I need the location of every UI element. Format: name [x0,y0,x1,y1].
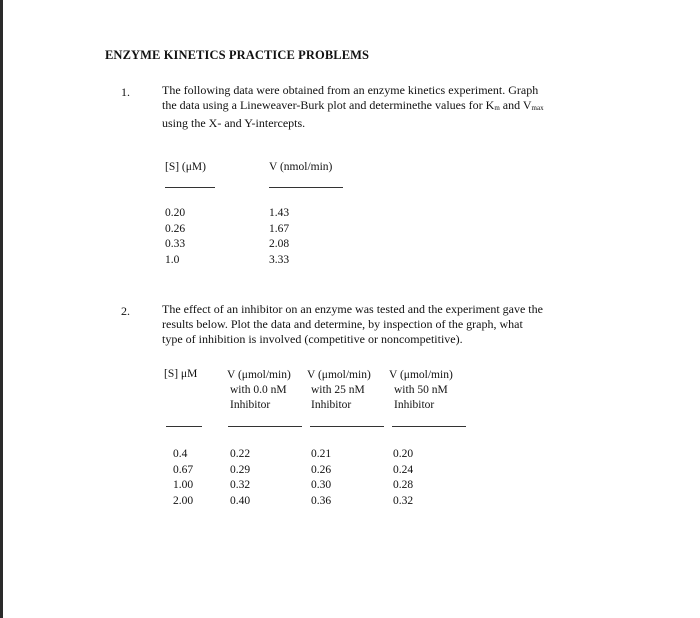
p2-v0-value: 0.40 [230,494,251,507]
p1-s-value: 0.26 [165,222,186,235]
problem-1-line-2 [162,98,612,116]
p1-substrate-column [165,206,185,268]
p2-s-value: 0.67 [173,463,194,476]
p1-v-value: 3.33 [269,253,290,266]
p2-v50-value: 0.20 [393,448,414,460]
p2-v50-value: 0.24 [393,463,414,476]
p2-underline-v50 [392,426,466,427]
p1-underline-velocity [269,187,343,188]
p1-s-value: 0.33 [165,238,186,250]
p2-s-value: 2.00 [173,494,194,507]
p2-v0-value: 0.32 [230,479,251,491]
p2-underline-v0 [228,426,302,427]
p2-header-line: V (μmol/min) [307,369,371,381]
p2-header-no-inhibitor [227,368,291,413]
p2-s-value: 1.00 [173,479,194,491]
p2-v0-column [230,447,250,509]
problem-2-number: 2. [121,304,130,318]
problem-2-line-3: type of inhibition is involved (competitive or noncompetitive). [162,332,463,346]
p2-header-line: with 25 nM [311,384,365,396]
p2-header-25nm-inhibitor [307,368,371,413]
p1-s-value: 1.0 [165,253,180,266]
p1-v-value: 1.43 [269,207,290,219]
p2-v0-value: 0.22 [230,448,251,460]
problem-1-line-1: The following data were obtained from an enzyme kinetics experiment. Graph [162,83,539,97]
p2-v25-value: 0.21 [311,448,332,460]
p2-substrate-column [173,447,193,509]
document-title: ENZYME KINETICS PRACTICE PROBLEMS [105,48,370,62]
page-left-edge [0,0,3,618]
p2-header-line: with 0.0 nM [230,384,287,396]
problem-1-text [162,83,612,131]
p2-v50-column [393,447,413,509]
problem-2-text [162,302,612,347]
p2-header-substrate: [S] μM [164,368,198,380]
p2-header-50nm-inhibitor [389,368,453,413]
p1-velocity-column [269,206,289,268]
p1-v-value: 2.08 [269,238,290,250]
p2-v50-value: 0.28 [393,479,414,491]
p2-v25-value: 0.30 [311,479,332,491]
p2-v25-column [311,447,331,509]
p2-header-line: Inhibitor [311,399,352,411]
p2-header-line: Inhibitor [230,399,271,411]
p2-header-line: V (μmol/min) [227,369,291,381]
p1-v-value: 1.67 [269,222,290,235]
p2-underline-substrate [166,426,202,427]
problem-1-line-2b: and V [499,98,532,112]
p2-header-line: Inhibitor [394,399,435,411]
p1-header-velocity: V (nmol/min) [269,161,333,173]
p2-header-line: V (μmol/min) [389,369,453,381]
p2-s-value: 0.4 [173,448,188,460]
km-subscript: m [494,104,500,112]
p2-v25-value: 0.36 [311,494,332,507]
problem-1-line-2a: the data using a Lineweaver-Burk plot and determinethe values for K [162,98,495,112]
problem-2-line-1: The effect of an inhibitor on an enzyme was tested and the experiment gave the [162,302,543,316]
p1-s-value: 0.20 [165,207,186,219]
problem-1-number: 1. [121,85,130,99]
vmax-subscript: max [531,104,544,112]
problem-1-line-3: using the X- and Y-intercepts. [162,116,306,130]
p2-v25-value: 0.26 [311,463,332,476]
p2-v0-value: 0.29 [230,463,251,476]
p1-header-substrate: [S] (μM) [165,161,206,173]
p1-underline-substrate [165,187,215,188]
p2-underline-v25 [310,426,384,427]
p2-header-line: with 50 nM [394,384,448,396]
problem-2-line-2: results below. Plot the data and determine, by inspection of the graph, what [162,317,523,331]
p2-v50-value: 0.32 [393,494,414,507]
